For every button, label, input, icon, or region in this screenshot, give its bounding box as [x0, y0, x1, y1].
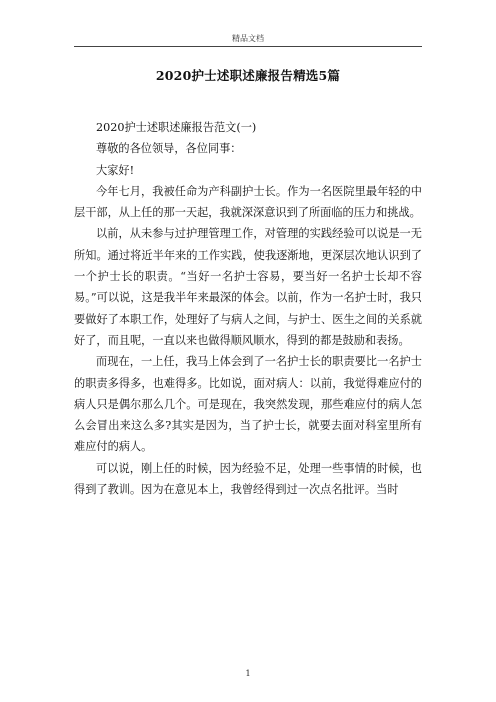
paragraph-body: 以前，从未参与过护理管理工作，对管理的实践经验可以说是一无所知。通过将近半年来的工作实践，使我逐渐地，更深层次地认识到了一个护士长的职责。“当好一名护士容易，要当好一名护士长却不容易。”可以说，这是我半年来最深的体会。以前，作为一名护士时，我只要做好了本职工作，处理好了与病人之间，与护士、医生之间的关系就好了，而且呢，一直以来也做得顺风顺水，得到的都是鼓励和表扬。: [74, 227, 422, 347]
document-title: 2020护士述职述廉报告精选5篇: [155, 68, 341, 83]
paragraph-subtitle: 2020护士述职述廉报告范文(一): [96, 121, 257, 134]
paragraph-body: 可以说，刚上任的时候，因为经验不足，处理一些事情的时候，也得到了教训。因为在意见本上，我曾经得到过一次点名批评。当时: [74, 461, 422, 497]
header-divider: [74, 46, 422, 47]
page-number: 1: [245, 669, 251, 678]
paragraph-greeting: 大家好!: [96, 163, 135, 177]
paragraph-body: 而现在，一上任，我马上体会到了一名护士长的职责要比一名护士的职责多得多，也难得多。比如说，面对病人：以前，我觉得难应付的病人只是偶尔那么几个。可是现在，我突然发现，那些难应付的病人怎么会冒出来这么多?其实是因为，当了护士长，就要去面对科室里所有难应付的病人。: [74, 355, 422, 454]
page-header: 精品文档: [232, 34, 264, 43]
document-body: [74, 117, 422, 500]
paragraph-salutation: 尊敬的各位领导，各位同事：: [96, 142, 242, 156]
paragraph-body: 今年七月，我被任命为产科副护士长。作为一名医院里最年轻的中层干部，从上任的那一天起，我就深深意识到了所面临的压力和挑战。: [74, 184, 422, 220]
